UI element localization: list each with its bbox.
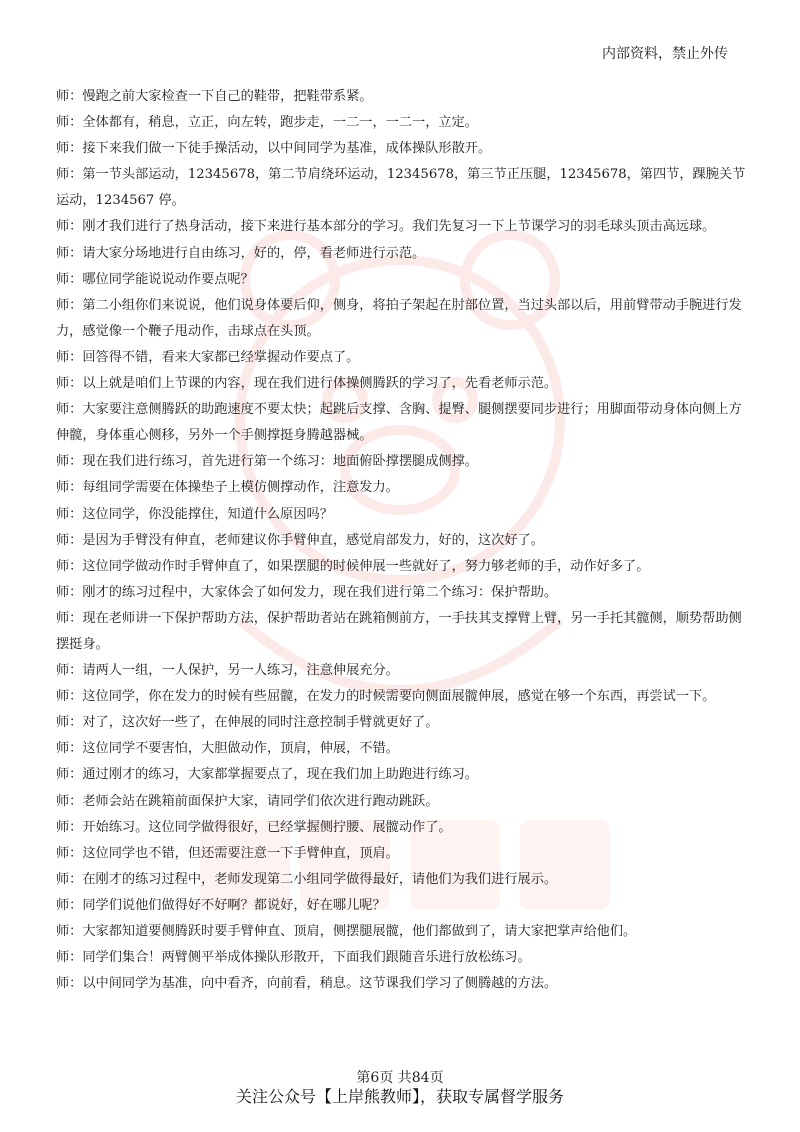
script-line: 师：全体都有，稍息，立正，向左转，跑步走，一二一，一二一，立定。: [56, 115, 478, 131]
script-line: 师：这位同学不要害怕，大胆做动作，顶肩，伸展，不错。: [56, 741, 399, 757]
script-line: 师：以上就是咱们上节课的内容，现在我们进行体操侧腾跃的学习了，先看老师示范。: [56, 376, 558, 392]
script-line: 师：现在老师讲一下保护帮助方法，保护帮助者站在跳箱侧前方，一手扶其支撑臂上臂，另一手托其髋侧，顺势帮助侧摆挺身。: [56, 610, 742, 652]
script-line: 师：每组同学需要在体操垫子上模仿侧撑动作，注意发力。: [56, 480, 399, 496]
script-line: 师：通过刚才的练习，大家都掌握要点了，现在我们加上助跑进行练习。: [56, 767, 478, 783]
script-line: 师：第一节头部运动，12345678，第二节肩绕环运动，12345678，第三节正压腿，12345678，第四节，踝腕关节运动，1234567 停。: [56, 167, 746, 209]
script-line: 师：刚才的练习过程中，大家体会了如何发力，现在我们进行第二个练习：保护帮助。: [56, 584, 558, 600]
promo-text: 关注公众号【上岸熊教师】，获取专属督学服务: [235, 1087, 564, 1106]
script-line: 师：对了，这次好一些了，在伸展的同时注意控制手臂就更好了。: [56, 715, 439, 731]
script-line: 师：大家要注意侧腾跃的助跑速度不要太快；起跳后支撑、含胸、提臀、腿侧摆要同步进行；用脚面带动身体向侧上方伸髋，身体重心侧移，另外一个手侧撑挺身腾越器械。: [56, 402, 742, 444]
script-line: 师：同学们说他们做得好不好啊？都说好，好在哪儿呢？: [56, 897, 386, 913]
page-number: 第6页 共84页: [356, 1070, 444, 1086]
script-line: 师：大家都知道要侧腾跃时要手臂伸直、顶肩，侧摆腿展髋，他们都做到了，请大家把掌声给他们。: [56, 924, 637, 939]
script-line: 师：这位同学，你没能撑住，知道什么原因吗？: [56, 506, 333, 522]
script-line: 师：慢跑之前大家检查一下自己的鞋带，把鞋带系紧。: [56, 89, 373, 104]
script-line: 师：回答得不错，看来大家都已经掌握动作要点了。: [56, 349, 360, 365]
script-line: 师：在刚才的练习过程中，老师发现第二小组同学做得最好，请他们为我们进行展示。: [56, 871, 558, 887]
script-line: 师：以中间同学为基准，向中看齐，向前看，稍息。这节课我们学习了侧腾越的方法。: [56, 976, 558, 992]
script-line: 师：接下来我们做一下徒手操活动，以中间同学为基准，成体操队形散开。: [56, 141, 492, 157]
script-line: 师：请两人一组，一人保护，另一人练习，注意伸展充分。: [56, 663, 399, 679]
page-footer: [0, 1070, 800, 1108]
script-line: 师：现在我们进行练习，首先进行第一个练习：地面俯卧撑摆腿成侧撑。: [56, 454, 478, 470]
script-line: 师：是因为手臂没有伸直，老师建议你手臂伸直，感觉肩部发力，好的，这次好了。: [56, 532, 544, 548]
lesson-script: [56, 84, 746, 997]
script-line: 师：这位同学做动作时手臂伸直了，如果摆腿的时候伸展一些就好了，努力够老师的手，动作好多了。: [56, 558, 650, 574]
confidential-note: 内部资料，禁止外传: [602, 46, 728, 62]
script-line: 师：这位同学，你在发力的时候有些屈髋，在发力的时候需要向侧面展髋伸展，感觉在够一个东西，再尝试一下。: [56, 689, 716, 705]
script-line: 师：开始练习。这位同学做得很好，已经掌握侧拧腰、展髋动作了。: [56, 819, 452, 835]
script-line: 师：同学们集合！两臂侧平举成体操队形散开，下面我们跟随音乐进行放松练习。: [56, 950, 531, 966]
script-line: 师：请大家分场地进行自由练习，好的，停，看老师进行示范。: [56, 245, 426, 261]
script-line: 师：老师会站在跳箱前面保护大家，请同学们依次进行跑动跳跃。: [56, 793, 439, 809]
script-line: 师：哪位同学能说说动作要点呢？: [56, 271, 254, 287]
script-line: 师：刚才我们进行了热身活动，接下来进行基本部分的学习。我们先复习一下上节课学习的羽毛球头顶击高远球。: [56, 219, 716, 235]
script-line: 师：第二小组你们来说说，他们说身体要后仰，侧身，将拍子架起在肘部位置，当过头部以后，用前臂带动手腕进行发力，感觉像一个鞭子甩动作，击球点在头顶。: [56, 297, 742, 339]
script-line: 师：这位同学也不错，但还需要注意一下手臂伸直，顶肩。: [56, 845, 399, 861]
